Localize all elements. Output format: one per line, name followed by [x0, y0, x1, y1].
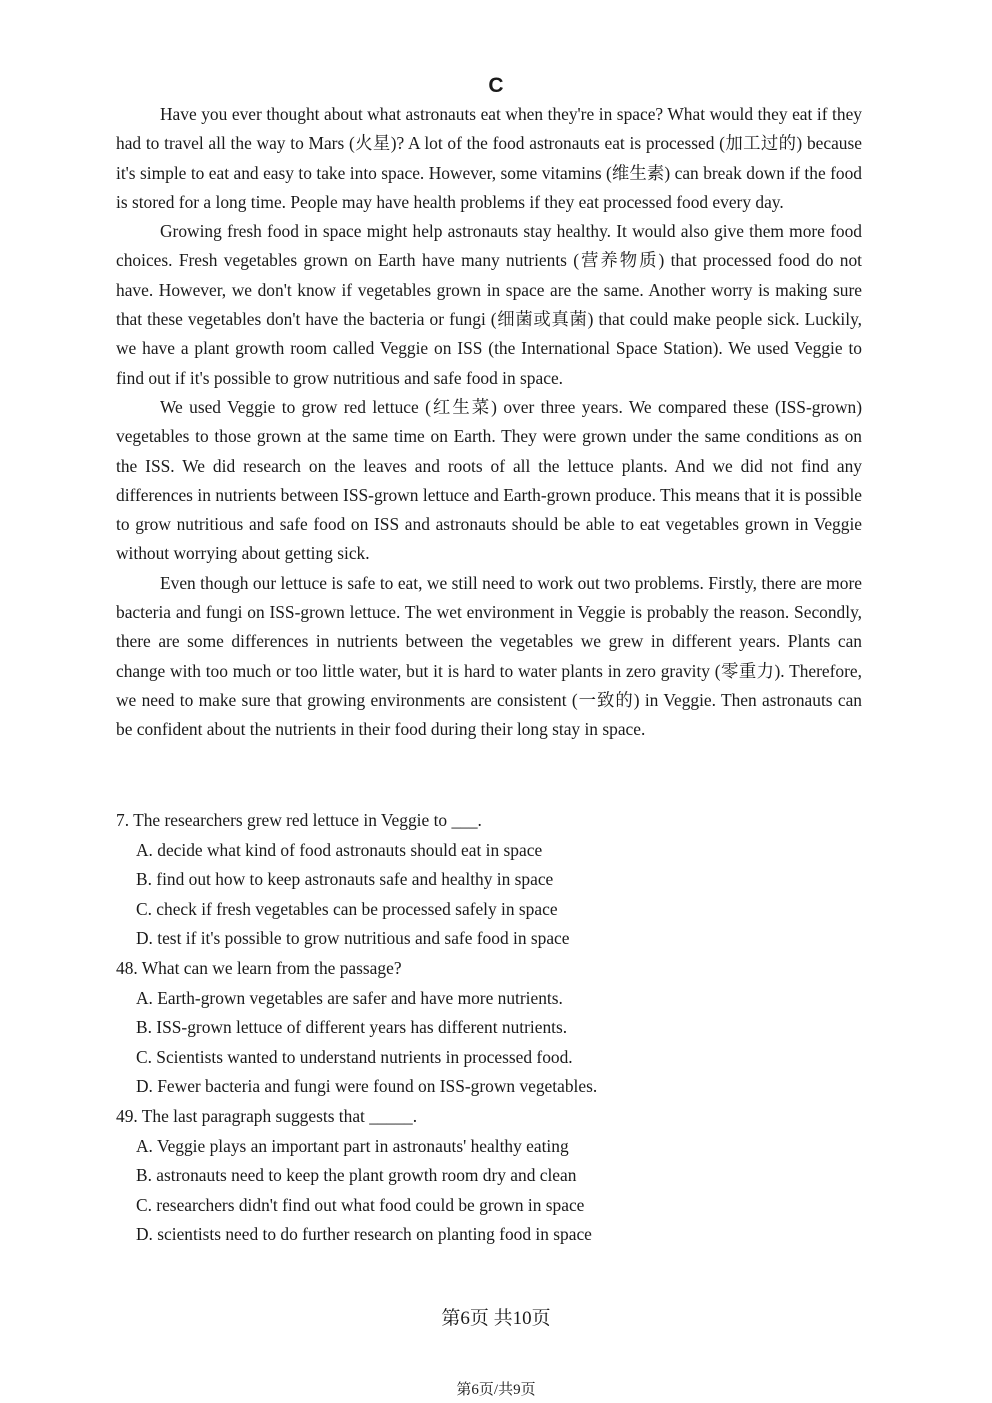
- answer-option: B. find out how to keep astronauts safe and healthy in space: [136, 869, 554, 890]
- answer-option: B. astronauts need to keep the plant growth room dry and clean: [136, 1165, 577, 1186]
- passage-paragraph: Even though our lettuce is safe to eat, we still need to work out two problems. Firstly, there are more bacteria and fungi on ISS-grown lettuce. The wet environment in Veggie is probably the reason. Secondly, there are some differences in nutrients between the vegetables we grew in different years. Plants can change with too much or too little water, but it is hard to water plants in zero gravity (零重力). Therefore, we need to make sure that growing environments are consistent (一致的) in Veggie. Then astronauts can be confident about the nutrients in their food during their long stay in space.: [116, 572, 862, 740]
- question-49: [116, 1102, 862, 1250]
- question-stem: 7. The researchers grew red lettuce in Veggie to ___.: [116, 810, 482, 830]
- page-number-secondary: 第6页/共9页: [456, 1382, 536, 1398]
- answer-option: D. test if it's possible to grow nutritious and safe food in space: [136, 928, 570, 949]
- passage-paragraph: We used Veggie to grow red lettuce (红生菜) over three years. We compared these (ISS-grown) vegetables to those grown at the same time on Earth. They were grown under the same conditions as on the ISS. We did research on the leaves and roots of all the lettuce plants. And we did not find any differences in nutrients between ISS-grown lettuce and Earth-grown produce. This means that it is possible to grow nutritious and safe food on ISS and astronauts should be able to eat vegetables grown in Veggie without worrying about getting sick.: [116, 396, 862, 564]
- answer-option: A. Veggie plays an important part in astronauts' healthy eating: [136, 1135, 569, 1156]
- passage-paragraph: Growing fresh food in space might help astronauts stay healthy. It would also give them more food choices. Fresh vegetables grown on Earth have many nutrients (营养物质) that processed food do not have. However, we don't know if vegetables grown in space are the same. Another worry is making sure that these vegetables don't have the bacteria or fungi (细菌或真菌) that could make people sick. Luckily, we have a plant growth room called Veggie on ISS (the International Space Station). We used Veggie to find out if it's possible to grow nutritious and safe food in space.: [116, 221, 862, 388]
- answer-option: D. scientists need to do further research on planting food in space: [136, 1224, 592, 1245]
- reading-passage: [116, 100, 862, 745]
- answer-option: A. decide what kind of food astronauts should eat in space: [136, 839, 543, 860]
- answer-option: D. Fewer bacteria and fungi were found on ISS-grown vegetables.: [136, 1076, 598, 1097]
- answer-option: C. check if fresh vegetables can be processed safely in space: [136, 898, 558, 919]
- page-number: 第6页 共10页: [441, 1308, 551, 1329]
- answer-option: C. researchers didn't find out what food could be grown in space: [136, 1194, 585, 1215]
- question-48: [116, 954, 862, 1102]
- answer-option: B. ISS-grown lettuce of different years has different nutrients.: [136, 1017, 568, 1038]
- passage-paragraph: Have you ever thought about what astronauts eat when they're in space? What would they eat if they had to travel all the way to Mars (火星)? A lot of the food astronauts eat is processed (加工过的) because it's simple to eat and easy to take into space. However, some vitamins (维生素) can break down if the food is stored for a long time. People may have health problems if they eat processed food every day.: [116, 104, 862, 212]
- answer-option: A. Earth-grown vegetables are safer and have more nutrients.: [136, 987, 563, 1008]
- section-label: C: [488, 74, 504, 97]
- question-stem: 49. The last paragraph suggests that _____.: [116, 1105, 418, 1126]
- question-list: [116, 806, 862, 1250]
- question-47: [116, 806, 862, 954]
- answer-option: C. Scientists wanted to understand nutrients in processed food.: [136, 1046, 573, 1067]
- question-stem: 48. What can we learn from the passage?: [116, 957, 402, 978]
